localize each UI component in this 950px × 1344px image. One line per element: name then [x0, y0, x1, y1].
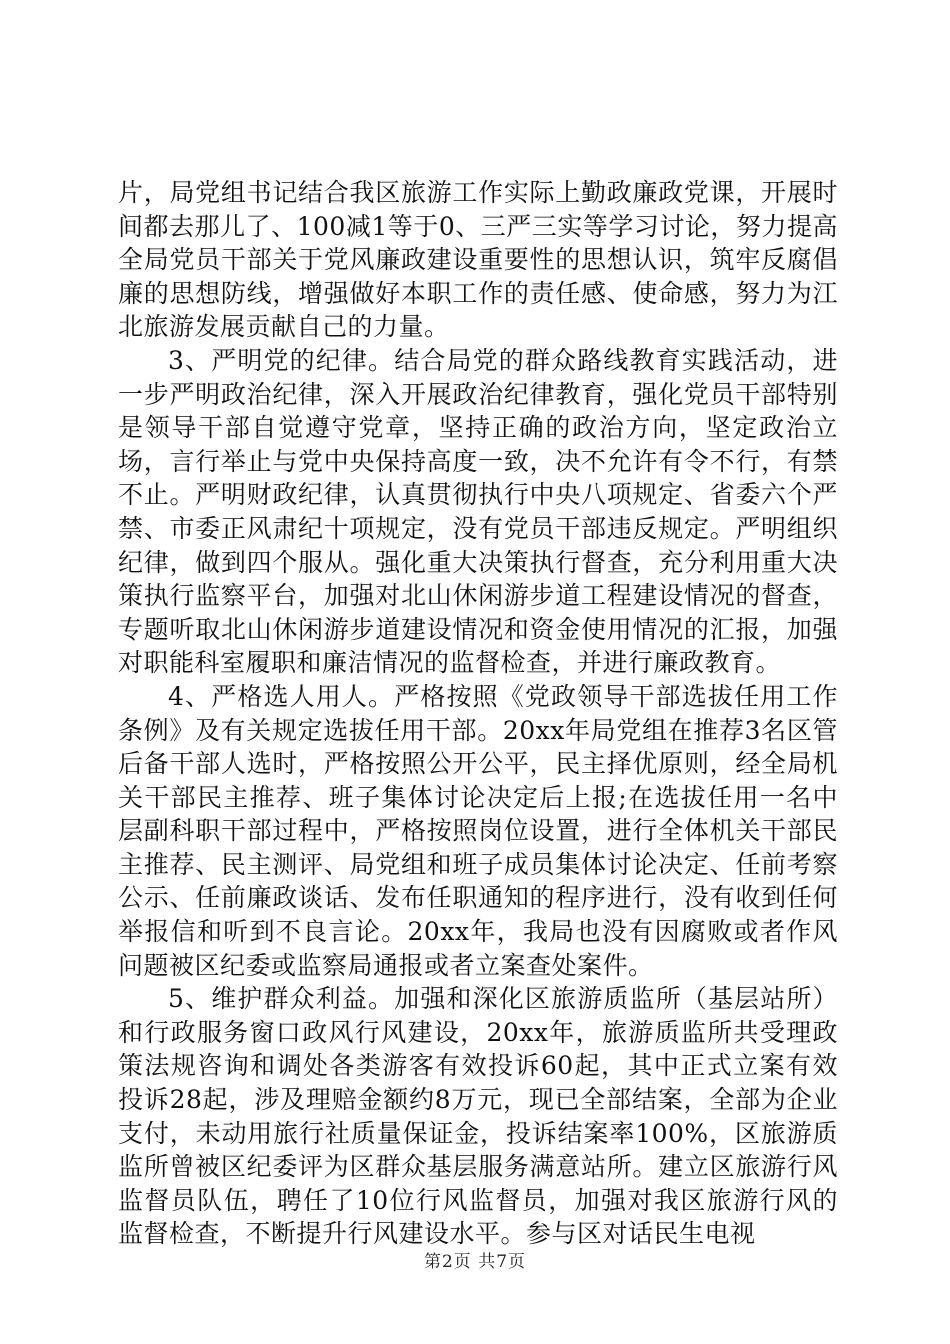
- paragraph-continuation: 片，局党组书记结合我区旅游工作实际上勤政廉政党课，开展时间都去那儿了、100减1等于0、三严三实等学习讨论，努力提高全局党员干部关于党风廉政建设重要性的思想认识，筑牢反腐倡廉的思想防线，增强做好本职工作的责任感、使命感，努力为江北旅游发展贡献自己的力量。: [118, 178, 838, 342]
- paragraph-party-discipline: 3、严明党的纪律。结合局党的群众路线教育实践活动，进一步严明政治纪律，深入开展政治纪律教育，强化党员干部特别是领导干部自觉遵守党章，坚持正确的政治方向，坚定政治立场，言行举止与党中央保持高度一致，决不允许有令不行，有禁不止。严明财政纪律，认真贯彻执行中央八项规定、省委六个严禁、市委正风肃纪十项规定，没有党员干部违反规定。严明组织纪律，做到四个服从。强化重大决策执行督查，充分利用重大决策执行监察平台，加强对北山休闲游步道工程建设情况的督查，专题听取北山休闲游步道建设情况和资金使用情况的汇报，加强对职能科室履职和廉洁情况的监督检查，并进行廉政教育。: [118, 345, 838, 678]
- paragraph-public-interest: 5、维护群众利益。加强和深化区旅游质监所（基层站所）和行政服务窗口政风行风建设，20xx年，旅游质监所共受理政策法规咨询和调处各类游客有效投诉60起，其中正式立案有效投诉28起，涉及理赔金额约8万元，现已全部结案，全部为企业支付，未动用旅行社质量保证金，投诉结案率100%，区旅游质监所曾被区纪委评为区群众基层服务满意站所。建立区旅游行风监督员队伍，聘任了10位行风监督员，加强对我区旅游行风的监督检查，不断提升行风建设水平。参与区对话民生电视: [118, 984, 838, 1249]
- page-number-footer: 第2页 共7页: [423, 1252, 527, 1272]
- paragraph-personnel-selection: 4、严格选人用人。严格按照《党政领导干部选拔任用工作条例》及有关规定选拔任用干部。20xx年局党组在推荐3名区管后备干部人选时，严格按照公开公平，民主择优原则，经全局机关干部民主推荐、班子集体讨论决定后上报;在选拔任用一名中层副科职干部过程中，严格按照岗位设置，进行全体机关干部民主推荐、民主测评、局党组和班子成员集体讨论决定、任前考察公示、任前廉政谈话、发布任职通知的程序进行，没有收到任何举报信和听到不良言论。20xx年，我局也没有因腐败或者作风问题被区纪委或监察局通报或者立案查处案件。: [118, 681, 838, 980]
- document-body: [118, 176, 838, 1251]
